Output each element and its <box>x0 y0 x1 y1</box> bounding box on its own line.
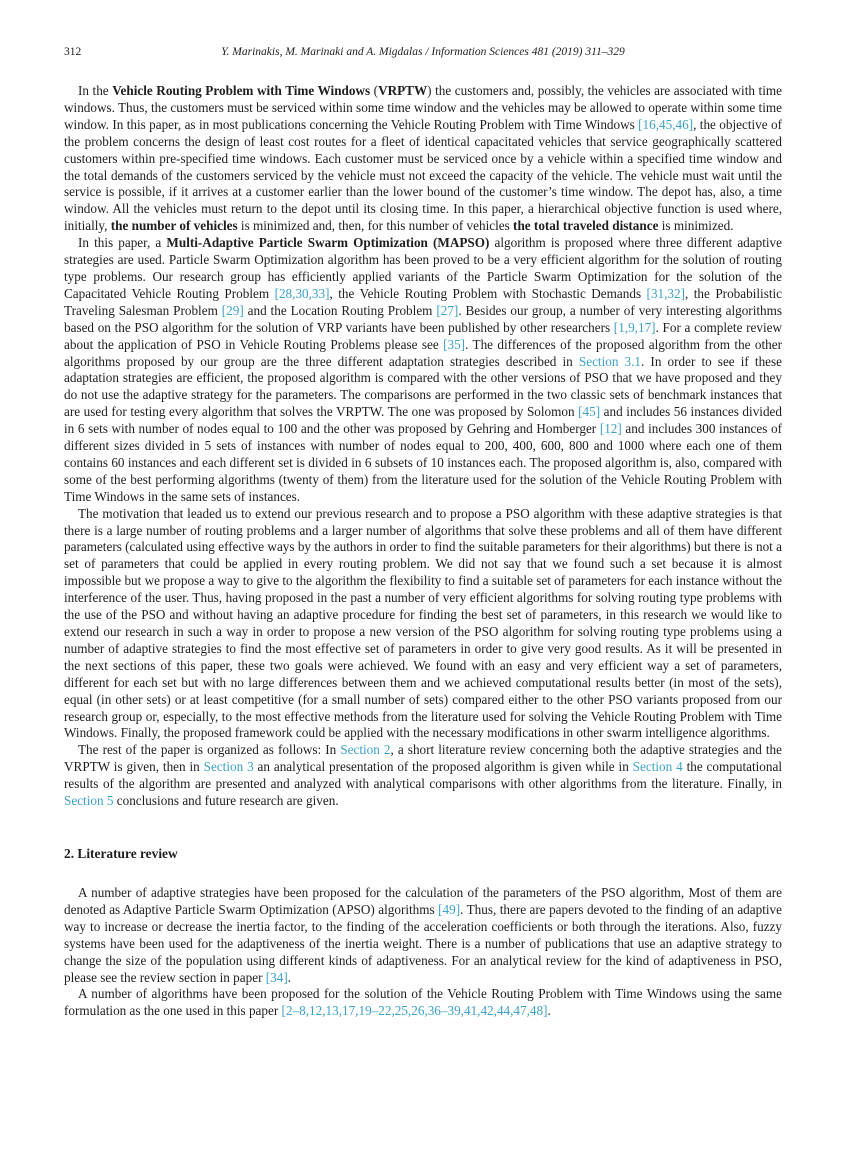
body-text: conclusions and future research are given. <box>113 793 339 809</box>
body-text: . Besides our group, a number of very interesting algorithms based on the PSO algorithm for the solution of VRP variants have been published by other researchers <box>64 302 782 335</box>
body-text: The rest of the paper is organized as follows: In <box>78 742 341 758</box>
body-text: , the Probabilistic Traveling Salesman Problem <box>64 285 783 318</box>
running-header <box>64 45 782 60</box>
body-text: and the Location Routing Problem <box>243 302 437 318</box>
body-text: . Thus, there are papers devoted to the finding of an adaptive way to increase or decrease the inertia factor, to the finding of the acceleration coefficients or both through the iterations. Also, fuzzy systems have been used for the adaptiveness of the inertia weight. There is a number of publications that use an adaptive strategy to change the size of the population using different kinds of adaptiveness. For an analytical review for the kind of adaptiveness in PSO, please see the review section in paper <box>64 901 782 985</box>
citation-link[interactable]: [1,9,17] <box>613 319 656 335</box>
article-body <box>64 83 782 1020</box>
body-text: ( <box>370 83 379 98</box>
body-text: . For a complete review about the application of PSO in Vehicle Routing Problems please see <box>64 319 782 352</box>
literature-review-paragraph-2 <box>64 986 782 1020</box>
body-text: The motivation that leaded us to extend our previous research and to propose a PSO algorithm with these adaptive strategies is that there is a large number of routing problems and a larger number of algorithms that solve these problems and all of them have different parameters (calculated using effective ways by the authors in order to find the suitable parameters for their algorithms) but there is not a set of parameters that could be applied in every routing problem. We did not say that we found such a set because it is almost impossible but we propose a way to give to the algorithm the flexibility to find a suitable set of parameters for each instance without the interference of the user. Thus, having proposed in the past a number of very efficient algorithms for solving routing type problems with the use of the PSO and without having an adaptive procedure for finding the best set of parameters, in this research we would like to extend our research in such a way in order to propose a new version of the PSO algorithm for solving routing type problems using a number of adaptive strategies to find the most effective set of parameters in order to give very good results. As it will be presented in the next sections of this paper, these two goals were achieved. We found with an easy and very efficient way a set of parameters, different for each set but with no large differences between them and we achieved computational results better (in most of the sets), equal (in other sets) or at least competitive (for a small number of sets) compared either to the other PSO variants proposed from our research group or, especially, to the most effective methods from the literature used for solving the Vehicle Routing Problem with Time Windows. Finally, the proposed framework could be applied with the necessary modifications in other swarm intelligence algorithms. <box>64 505 782 741</box>
section-cross-reference-link[interactable]: Section 3 <box>203 759 254 775</box>
citation-link[interactable]: [2–8,12,13,17,19–22,25,26,36–39,41,42,44,47,48] <box>281 1003 548 1019</box>
section-cross-reference-link[interactable]: Section 3.1 <box>578 353 642 369</box>
body-text: and includes 300 instances of different sizes divided in 5 sets of instances with number of nodes equal to 200, 400, 600, 800 and 1000 where each one of them contains 60 instances and each different set is divided in 6 subsets of 10 instances each. The proposed algorithm is, also, compared with some of the best performing algorithms (twenty of them) from the literature used for the solution of the Vehicle Routing Problem with Time Windows in the same sets of instances. <box>64 421 782 504</box>
emphasized-text: the total traveled distance <box>513 218 659 234</box>
section-cross-reference-link[interactable]: Section 5 <box>64 793 114 809</box>
body-text: , the objective of the problem concerns the design of least cost routes for a fleet of identical capacitated vehicles that service geographically scattered customers within pre-specified time windows. Each customer must be serviced once by a vehicle within a specified time window and the total demands of the customers serviced by the vehicle must not exceed the capacity of the vehicle. The vehicle must wait until the service is possible, if it arrives at a customer earlier than the lower bound of the customer’s time window. The depot has, also, a time window. All the vehicles must return to the depot until its closing time. In this paper, a hierarchical objective function is used where, initially, <box>64 116 782 234</box>
body-text: A number of adaptive strategies have been proposed for the calculation of the parameters of the PSO algorithm, Most of them are denoted as Adaptive Particle Swarm Optimization (APSO) algorithms <box>64 884 782 917</box>
emphasized-text: VRPTW <box>378 83 428 98</box>
body-text: A number of algorithms have been proposed for the solution of the Vehicle Routing Problem with Time Windows using the same formulation as the one used in this paper <box>64 986 782 1019</box>
body-text: . <box>547 1003 551 1019</box>
intro-paragraph-1 <box>64 83 782 235</box>
intro-paragraph-4 <box>64 742 782 810</box>
body-text: , a short literature review concerning both the adaptive strategies and the VRPTW is given, then in <box>64 742 782 775</box>
body-text: In the <box>78 83 113 98</box>
body-text: algorithm is proposed where three different adaptive strategies are used. Particle Swarm Optimization algorithm has been proved to be a very efficient algorithm for the solution of routing type problems. Our research group has efficiently applied variants of the Particle Swarm Optimization for the solution of the Capacitated Vehicle Routing Problem <box>64 235 782 301</box>
body-text: is minimized. <box>658 218 734 234</box>
citation-link[interactable]: [34] <box>265 969 288 985</box>
literature-review-paragraph-1 <box>64 885 782 986</box>
body-text: . <box>287 969 292 985</box>
body-text: . In order to see if these adaptation strategies are efficient, the proposed algorithm is compared with the other versions of PSO that we have proposed and they do not use the adaptive strategy for the parameters. The comparisons are performed in the two classic sets of benchmark instances that are used for testing every algorithm that solves the VRPTW. The one was proposed by Solomon <box>64 353 783 420</box>
page-number: 312 <box>64 46 82 58</box>
body-text: and includes 56 instances divided in 6 sets with number of nodes equal to 100 and the other was proposed by Gehring and Homberger <box>64 404 782 437</box>
emphasized-text: Multi-Adaptive Particle Swarm Optimization (MAPSO) <box>166 235 490 251</box>
citation-link[interactable]: [29] <box>221 302 244 318</box>
section-cross-reference-link[interactable]: Section 2 <box>340 742 391 758</box>
body-text: the computational results of the algorithm are presented and analyzed with analytical comparisons with other algorithms from the literature. Finally, in <box>64 759 783 792</box>
intro-paragraph-2 <box>64 235 782 506</box>
intro-paragraph-3 <box>64 506 782 743</box>
citation-link[interactable]: [16,45,46] <box>638 116 694 132</box>
citation-link[interactable]: [31,32] <box>646 285 686 301</box>
running-head-citation: Y. Marinakis, M. Marinaki and A. Migdalas / Information Sciences 481 (2019) 311–329 <box>221 46 625 58</box>
body-text: , the Vehicle Routing Problem with Stochastic Demands <box>329 285 647 301</box>
citation-link[interactable]: [49] <box>438 901 461 917</box>
section-heading-literature-review: 2. Literature review <box>64 845 178 861</box>
emphasized-text: Vehicle Routing Problem with Time Windows <box>112 83 371 98</box>
section-cross-reference-link[interactable]: Section 4 <box>632 759 683 775</box>
citation-link[interactable]: [28,30,33] <box>274 285 330 301</box>
citation-link[interactable]: [35] <box>443 336 466 352</box>
emphasized-text: the number of vehicles <box>110 218 238 234</box>
body-text: ) the customers and, possibly, the vehicles are associated with time windows. Thus, the customers must be serviced within some time window and the vehicles may be allowed to operate within some time window. In this paper, as in most publications concerning the Vehicle Routing Problem with Time Windows <box>64 83 782 132</box>
citation-link[interactable]: [27] <box>436 302 459 318</box>
citation-link[interactable]: [12] <box>599 421 622 437</box>
citation-link[interactable]: [45] <box>578 404 601 420</box>
body-text: an analytical presentation of the proposed algorithm is given while in <box>253 759 633 775</box>
body-text: . The differences of the proposed algorithm from the other algorithms proposed by our group are the three different adaptation strategies described in <box>64 336 782 369</box>
body-text: is minimized and, then, for this number of vehicles <box>237 218 514 234</box>
body-text: In this paper, a <box>78 235 167 251</box>
